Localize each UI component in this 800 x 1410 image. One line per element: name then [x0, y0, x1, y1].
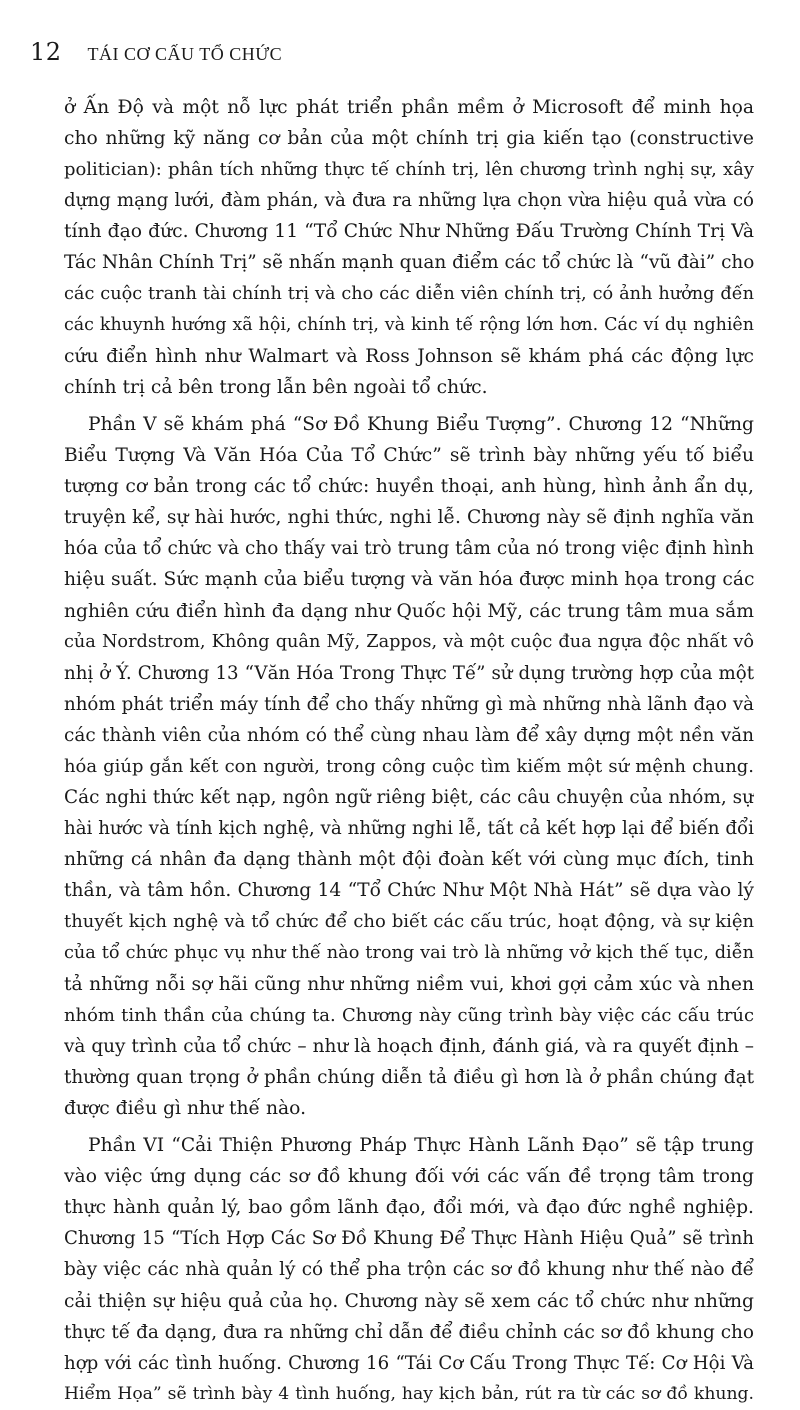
text-line: dựng mạng lưới, đàm phán, và đưa ra những lựa chọn vừa hiệu quả vừa có: [64, 190, 754, 212]
text-line: các thành viên của nhóm có thể cùng nhau làm để xây dựng một nền văn: [64, 724, 754, 746]
text-line: tính đạo đức. Chương 11 “Tổ Chức Như Những Đấu Trường Chính Trị Và: [64, 221, 754, 243]
text-line: bày việc các nhà quản lý có thể pha trộn các sơ đồ khung như thế nào để: [64, 1259, 754, 1281]
text-line: truyện kể, sự hài hước, nghi thức, nghi lễ. Chương này sẽ định nghĩa văn: [64, 507, 754, 529]
text-line: thực tế đa dạng, đưa ra những chỉ dẫn để điều chỉnh các sơ đồ khung cho: [64, 1321, 754, 1343]
text-line: được điều gì như thế nào.: [64, 1098, 307, 1119]
text-line: của Nordstrom, Không quân Mỹ, Zappos, và một cuộc đua ngựa độc nhất vô: [64, 631, 754, 652]
page-number: 12: [30, 38, 62, 66]
text-line: Chương 15 “Tích Hợp Các Sơ Đồ Khung Để Thực Hành Hiệu Quả” sẽ trình: [64, 1228, 754, 1250]
text-line: nhị ở Ý. Chương 13 “Văn Hóa Trong Thực Tế” sử dụng trường hợp của một: [64, 662, 754, 684]
running-header: [30, 38, 282, 68]
paragraph: [64, 1130, 754, 1410]
text-line: Biểu Tượng Và Văn Hóa Của Tổ Chức” sẽ trình bày những yếu tố biểu: [64, 445, 754, 467]
text-line: của tổ chức phục vụ như thế nào trong vai trò là những vở kịch thế tục, diễn: [64, 942, 754, 963]
text-line: tượng cơ bản trong các tổ chức: huyền thoại, anh hùng, hình ảnh ẩn dụ,: [64, 476, 754, 498]
text-line: Hiểm Họa” sẽ trình bày 4 tình huống, hay kịch bản, rút ra từ các sơ đồ khung.: [64, 1383, 754, 1404]
text-line: chính trị cả bên trong lẫn bên ngoài tổ chức.: [64, 376, 488, 398]
text-line: hài hước và tính kịch nghệ, và những nghi lễ, tất cả kết hợp lại để biến đổi: [64, 818, 754, 840]
text-line: cải thiện sự hiệu quả của họ. Chương này sẽ xem các tổ chức như những: [64, 1290, 754, 1312]
text-line: và quy trình của tổ chức – như là hoạch định, đánh giá, và ra quyết định –: [64, 1035, 754, 1057]
text-line: nhóm tinh thần của chúng ta. Chương này cũng trình bày việc các cấu trúc: [64, 1004, 754, 1026]
text-line: hiệu suất. Sức mạnh của biểu tượng và văn hóa được minh họa trong các: [64, 569, 754, 591]
book-title: TÁI CƠ CẤU TỔ CHỨC: [87, 44, 283, 64]
text-line: Phần VI “Cải Thiện Phương Pháp Thực Hành Lãnh Đạo” sẽ tập trung: [88, 1135, 754, 1157]
text-line: những cá nhân đa dạng thành một đội đoàn kết với cùng mục đích, tinh: [64, 849, 754, 871]
text-line: vào việc ứng dụng các sơ đồ khung đối với các vấn đề trọng tâm trong: [64, 1166, 754, 1188]
text-line: các khuynh hướng xã hội, chính trị, và kinh tế rộng lớn hơn. Các ví dụ nghiên: [64, 314, 754, 335]
text-line: Phần V sẽ khám phá “Sơ Đồ Khung Biểu Tượng”. Chương 12 “Những: [88, 413, 754, 435]
text-line: hóa của tổ chức và cho thấy vai trò trung tâm của nó trong việc định hình: [64, 538, 754, 560]
text-line: ở Ấn Độ và một nỗ lực phát triển phần mềm ở Microsoft để minh họa: [64, 97, 754, 118]
text-line: các cuộc tranh tài chính trị và cho các diễn viên chính trị, có ảnh hưởng đến: [64, 283, 754, 304]
text-line: hóa giúp gắn kết con người, trong công cuộc tìm kiếm một sứ mệnh chung.: [64, 755, 754, 777]
text-line: nhóm phát triển máy tính để cho thấy những gì mà những nhà lãnh đạo và: [64, 693, 754, 715]
text-line: tả những nỗi sợ hãi cũng như những niềm vui, khơi gợi cảm xúc và nhen: [64, 973, 754, 995]
paragraph: [64, 409, 754, 1124]
text-line: hợp với các tình huống. Chương 16 “Tái Cơ Cấu Trong Thực Tế: Cơ Hội Và: [64, 1352, 754, 1374]
text-line: cho những kỹ năng cơ bản của một chính trị gia kiến tạo (constructive: [64, 128, 754, 150]
body-text: [64, 92, 754, 1410]
text-line: thực hành quản lý, bao gồm lãnh đạo, đổi mới, và đạo đức nghề nghiệp.: [64, 1197, 754, 1219]
text-line: Các nghi thức kết nạp, ngôn ngữ riêng biệt, các câu chuyện của nhóm, sự: [64, 787, 754, 809]
text-line: thuyết kịch nghệ và tổ chức để cho biết các cấu trúc, hoạt động, và sự kiện: [64, 911, 754, 933]
paragraph: [64, 92, 754, 403]
text-line: cứu điển hình như Walmart và Ross Johnson sẽ khám phá các động lực: [64, 345, 754, 367]
text-line: politician): phân tích những thực tế chính trị, lên chương trình nghị sự, xây: [64, 159, 754, 181]
text-line: thường quan trọng ở phần chúng diễn tả điều gì hơn là ở phần chúng đạt: [64, 1066, 754, 1088]
text-line: thần, và tâm hồn. Chương 14 “Tổ Chức Như Một Nhà Hát” sẽ dựa vào lý: [64, 880, 754, 902]
text-line: nghiên cứu điển hình đa dạng như Quốc hội Mỹ, các trung tâm mua sắm: [64, 600, 754, 622]
text-line: Tác Nhân Chính Trị” sẽ nhấn mạnh quan điểm các tổ chức là “vũ đài” cho: [64, 252, 754, 274]
